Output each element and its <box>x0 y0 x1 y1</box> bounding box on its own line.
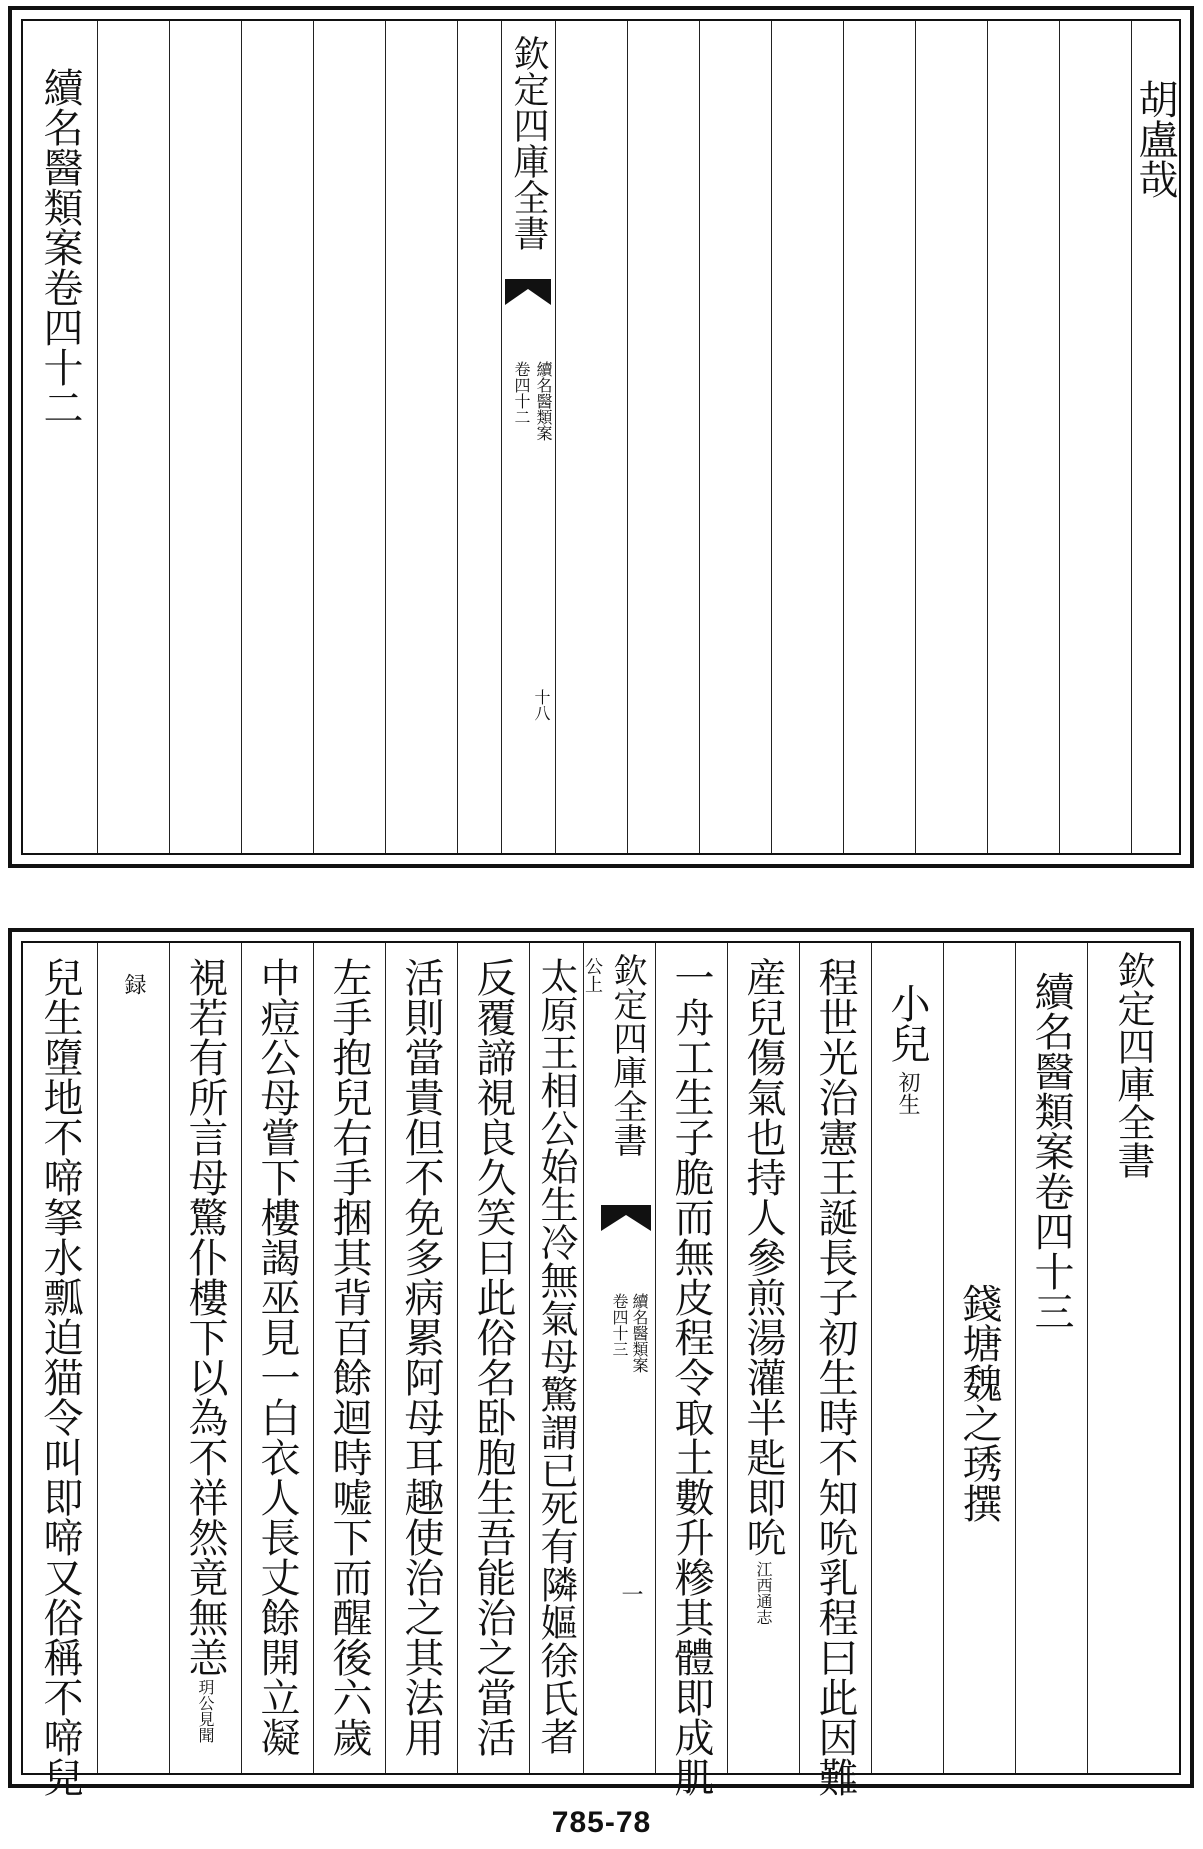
bottom-small-volume: 卷四十三 <box>610 1293 629 1357</box>
text-column-r4: 程世光治憲王誕長子初生時不知吮乳程曰此因難 <box>812 957 858 1797</box>
bottom-fishtail-mark <box>601 1205 651 1231</box>
section-subheading: 初生 <box>895 1071 920 1115</box>
annotation-l0: 公上 <box>582 957 603 993</box>
author-line: 錢塘魏之琇撰 <box>956 1283 1002 1523</box>
text-column-l6: 視若有所言母驚仆樓下以為不祥然竟無恙 <box>182 957 228 1677</box>
bottom-right-series-title: 欽定四庫全書 <box>1111 951 1155 1179</box>
text-column-l5: 中痘公母嘗下樓謁巫見一白衣人長丈餘開立凝 <box>254 957 300 1757</box>
bottom-page-frame <box>21 941 1181 1797</box>
text-column-l4: 左手抱兒右手捆其背百餘迴時嘘下而醒後六歲 <box>326 957 372 1757</box>
text-column-l3: 活則當貴但不免多病累阿母耳趣使治之其法用 <box>398 957 444 1757</box>
section-heading: 小兒 <box>884 983 930 1063</box>
text-column-l2: 反覆諦視良久笑曰此俗名卧胞生吾能治之當活 <box>470 957 516 1757</box>
bottom-center-fold <box>583 943 655 1773</box>
bottom-series-title: 欽定四庫全書 <box>607 953 647 1157</box>
annotation-l7: 録 <box>121 973 146 995</box>
top-fishtail-mark <box>505 279 551 305</box>
bottom-leaf-number: 一 <box>618 1583 643 1605</box>
text-column-r6: 一舟工生子脆而無皮程令取土數升糝其體即成肌 <box>668 957 714 1797</box>
top-right-heading: 胡盧哉 <box>1132 79 1178 199</box>
annotation-l6: 玥公見聞 <box>196 1679 215 1743</box>
top-left-volume-label: 續名醫類案卷四十二 <box>37 67 83 427</box>
top-center-fold <box>501 21 555 853</box>
annotation-r5: 江西通志 <box>754 1561 773 1625</box>
top-page-frame <box>21 19 1181 855</box>
bottom-page-sheet <box>8 928 1194 1797</box>
text-column-l1: 太原王相公始生冷無氣母驚謂已死有隣嫗徐氏者 <box>534 957 578 1755</box>
top-small-volume: 卷四十二 <box>512 361 531 425</box>
page-number: 785-78 <box>551 1806 652 1839</box>
top-series-title: 欽定四庫全書 <box>508 35 549 251</box>
bottom-small-title: 續名醫類案 <box>630 1293 649 1373</box>
top-page-sheet <box>8 6 1194 868</box>
top-leaf-number: 十八 <box>532 689 551 721</box>
text-column-r5: 産兒傷氣也持人參煎湯灌半匙即吮 <box>740 957 786 1557</box>
volume-title: 續名醫類案卷四十三 <box>1028 971 1074 1331</box>
top-small-title: 續名醫類案 <box>534 361 553 441</box>
text-column-l8: 兒生墮地不啼拏水瓢迫猫令叫即啼又俗稱不啼兒 <box>37 957 83 1797</box>
